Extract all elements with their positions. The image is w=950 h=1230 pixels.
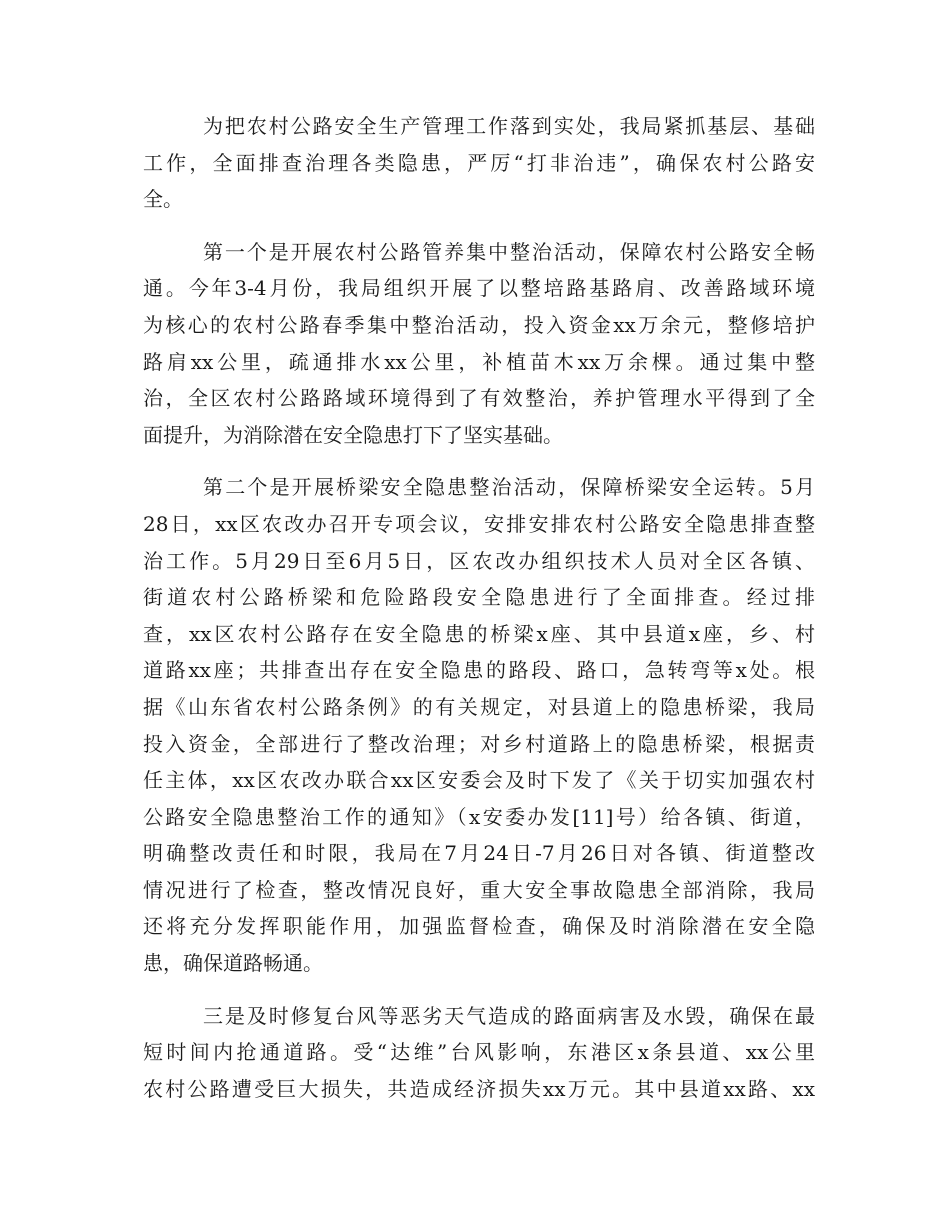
text-line: 任主体，xx区农改办联合xx区安委会及时下发了《关于切实加强农村	[143, 768, 815, 793]
text-line: 28日，xx区农改办召开专项会议，安排安排农村公路安全隐患排查整	[143, 511, 815, 536]
text-line: 查，xx区农村公路存在安全隐患的桥梁x座、其中县道x座，乡、村	[143, 621, 815, 646]
paragraph-typhoon-repair	[143, 998, 815, 1108]
text-line: 治，全区农村公路路域环境得到了有效整治，养护管理水平得到了全	[143, 386, 815, 411]
text-line: 第二个是开展桥梁安全隐患整治活动，保障桥梁安全运转。5月	[203, 475, 815, 500]
text-line: 投入资金，全部进行了整改治理；对乡村道路上的隐患桥梁，根据责	[143, 731, 815, 756]
text-line: 通。今年3-4月份，我局组织开展了以整培路基路肩、改善路域环境	[143, 276, 815, 301]
text-line: 患，确保道路畅通。	[143, 951, 323, 976]
paragraph-intro	[143, 108, 815, 218]
paragraph-bridge-safety	[143, 469, 815, 981]
document-body	[143, 108, 815, 1123]
text-line: 全。	[143, 187, 183, 212]
paragraph-road-maintenance	[143, 234, 815, 454]
text-line: 情况进行了检查，整改情况良好，重大安全事故隐患全部消除，我局	[143, 877, 815, 902]
text-line: 三是及时修复台风等恶劣天气造成的路面病害及水毁，确保在最	[203, 1003, 815, 1028]
text-line: 农村公路遭受巨大损失，共造成经济损失xx万元。其中县道xx路、xx	[143, 1076, 815, 1101]
text-line: 工作，全面排查治理各类隐患，严厉“打非治违”，确保农村公路安	[143, 150, 815, 175]
text-line: 公路安全隐患整治工作的通知》（x安委办发[11]号）给各镇、街道，	[143, 804, 815, 829]
text-line: 治工作。5月29日至6月5日，区农改办组织技术人员对全区各镇、	[143, 548, 815, 573]
text-line: 明确整改责任和时限，我局在7月24日-7月26日对各镇、街道整改	[143, 841, 815, 866]
text-line: 街道农村公路桥梁和危险路段安全隐患进行了全面排查。经过排	[143, 585, 815, 610]
text-line: 短时间内抢通道路。受“达维”台风影响，东港区x条县道、xx公里	[143, 1040, 815, 1065]
text-line: 面提升，为消除潜在安全隐患打下了坚实基础。	[143, 422, 563, 447]
text-line: 第一个是开展农村公路管养集中整治活动，保障农村公路安全畅	[203, 239, 815, 264]
text-line: 据《山东省农村公路条例》的有关规定，对县道上的隐患桥梁，我局	[143, 694, 815, 719]
text-line: 为核心的农村公路春季集中整治活动，投入资金xx万余元，整修培护	[143, 312, 815, 337]
text-line: 路肩xx公里，疏通排水xx公里，补植苗木xx万余棵。通过集中整	[143, 349, 815, 374]
text-line: 为把农村公路安全生产管理工作落到实处，我局紧抓基层、基础	[203, 114, 815, 138]
text-line: 道路xx座；共排查出存在安全隐患的路段、路口，急转弯等x处。根	[143, 658, 815, 683]
text-line: 还将充分发挥职能作用，加强监督检查，确保及时消除潜在安全隐	[143, 914, 815, 939]
